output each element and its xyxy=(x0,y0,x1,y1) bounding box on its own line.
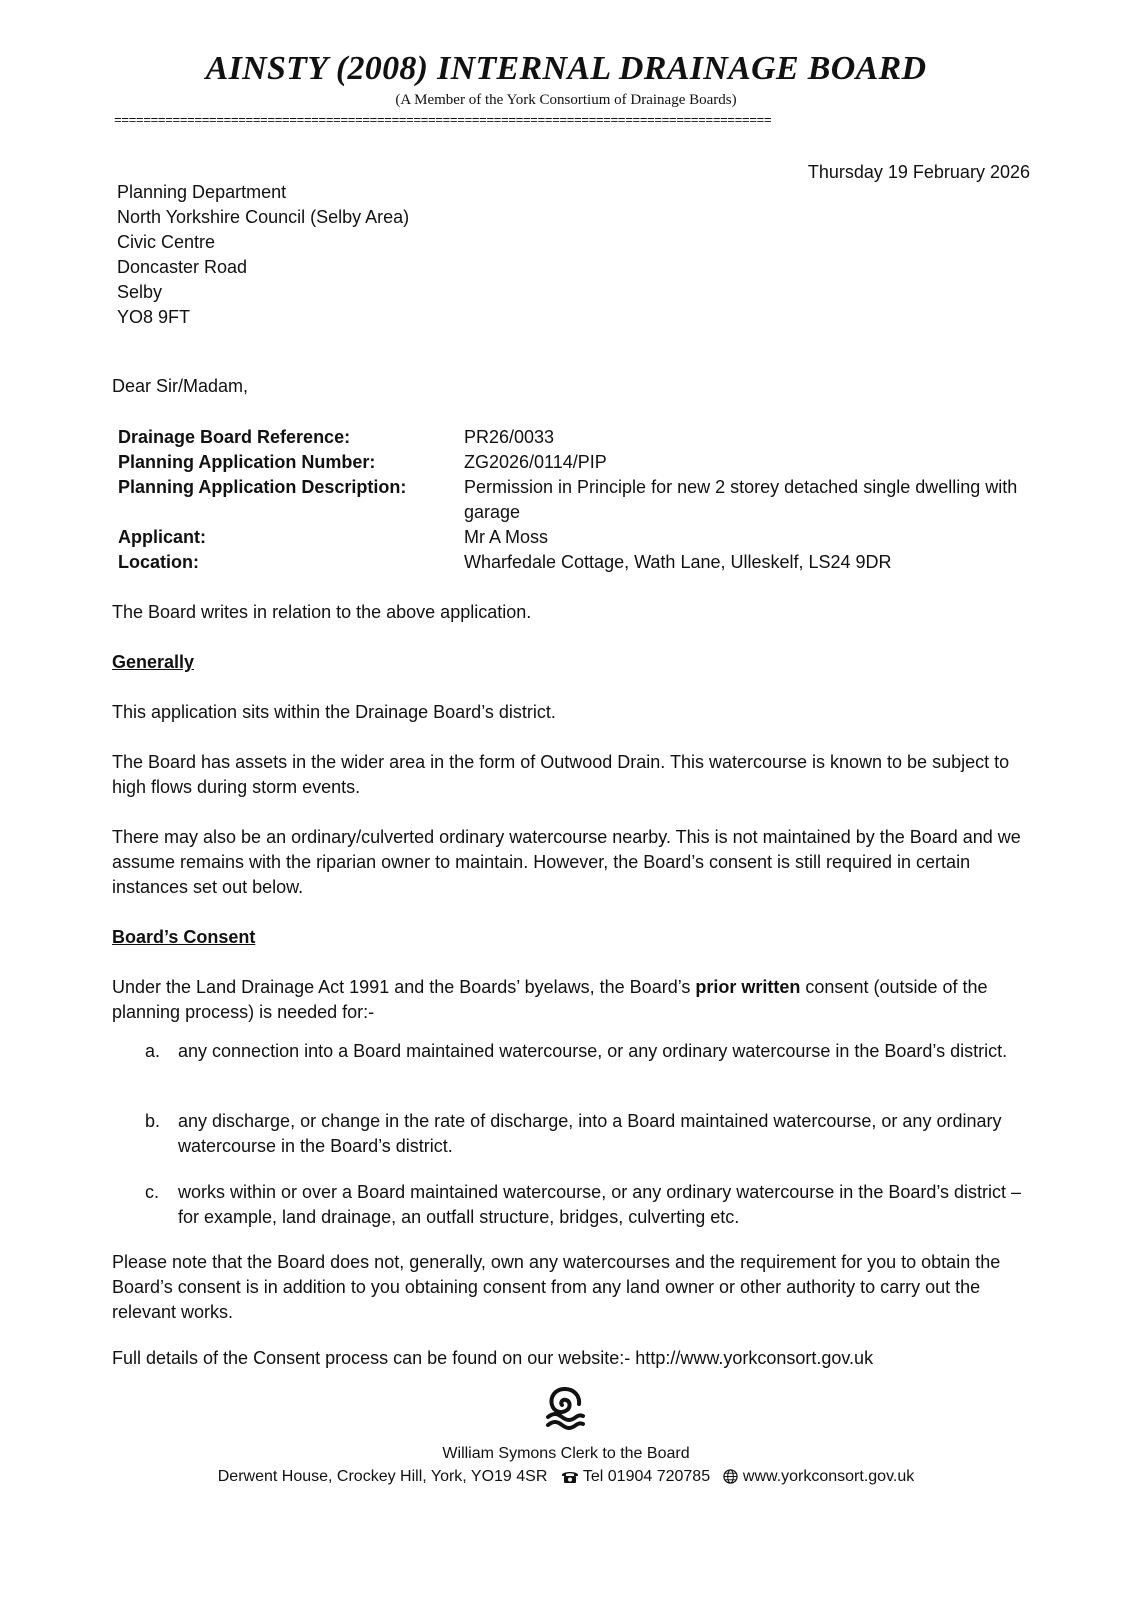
reference-label: Drainage Board Reference: xyxy=(118,427,351,447)
assets-paragraph: The Board has assets in the wider area in the form of Outwood Drain. This watercourse is known to be subject to high flows during storm events. xyxy=(112,752,1010,797)
list-marker: c. xyxy=(145,1182,160,1202)
board-subtitle: (A Member of the York Consortium of Drainage Boards) xyxy=(395,92,737,108)
board-title: AINSTY (2008) INTERNAL DRAINAGE BOARD xyxy=(205,50,927,87)
reference-row xyxy=(118,550,1038,575)
address-line: Civic Centre xyxy=(117,232,216,252)
reference-row xyxy=(118,425,1038,450)
watercourse-paragraph: There may also be an ordinary/culverted ordinary watercourse nearby. This is not maintained by the Board and we assume remains with the riparian owner to maintain. However, the Board’s consent is still required in certain instances set out below. xyxy=(112,827,1021,897)
board-logo-icon xyxy=(543,1385,587,1435)
consent-heading: Board’s Consent xyxy=(112,927,256,947)
reference-label: Planning Application Number: xyxy=(118,452,376,472)
footer-clerk: William Symons Clerk to the Board xyxy=(442,1445,690,1462)
address-line: Selby xyxy=(117,282,163,302)
consent-intro-text-end: consent (outside of the planning process) is needed for:- xyxy=(112,977,988,1022)
address-line: North Yorkshire Council (Selby Area) xyxy=(117,207,410,227)
footer-address: Derwent House, Crockey Hill, York, YO19 4SR xyxy=(217,1468,548,1485)
list-text: any discharge, or change in the rate of discharge, into a Board maintained watercourse, or any ordinary watercourse in the Board’s district. xyxy=(178,1111,1002,1156)
list-text: any connection into a Board maintained watercourse, or any ordinary watercourse in the Board’s district. xyxy=(178,1041,1008,1061)
salutation: Dear Sir/Madam, xyxy=(112,376,249,396)
address-line: YO8 9FT xyxy=(117,307,191,327)
footer-website: www.yorkconsort.gov.uk xyxy=(742,1468,915,1485)
reference-value: Mr A Moss xyxy=(464,527,549,547)
website-details-paragraph: Full details of the Consent process can be found on our website:- http://www.yorkconsort.gov.uk xyxy=(112,1348,874,1368)
recipient-address xyxy=(117,180,409,330)
generally-heading: Generally xyxy=(112,652,195,672)
reference-value: Wharfedale Cottage, Wath Lane, Ulleskelf, LS24 9DR xyxy=(464,552,892,572)
reference-label: Location: xyxy=(118,552,199,572)
list-text: works within or over a Board maintained watercourse, or any ordinary watercourse in the Board’s district – for example, land drainage, an outfall structure, bridges, culverting etc. xyxy=(178,1182,1022,1227)
reference-label: Applicant: xyxy=(118,527,206,547)
header-rule: ========================================================================================== xyxy=(114,114,772,128)
reference-value: Permission in Principle for new 2 storey detached single dwelling with garage xyxy=(464,477,1018,522)
ownership-note-paragraph: Please note that the Board does not, generally, own any watercourses and the requirement for you to obtain the Board’s consent is in addition to you obtaining consent from any land owner or other authority to carry out the relevant works. xyxy=(112,1252,1001,1322)
list-marker: b. xyxy=(145,1111,161,1131)
reference-row xyxy=(118,525,1038,550)
consent-intro-emphasis: prior written xyxy=(695,977,801,997)
address-line: Planning Department xyxy=(117,182,287,202)
list-marker: a. xyxy=(145,1041,161,1061)
address-line: Doncaster Road xyxy=(117,257,248,277)
reference-row xyxy=(118,475,1038,525)
district-paragraph: This application sits within the Drainage Board’s district. xyxy=(112,702,556,722)
reference-value: ZG2026/0114/PIP xyxy=(464,452,607,472)
consent-intro-paragraph xyxy=(112,975,1032,1025)
footer-phone: Tel 01904 720785 xyxy=(582,1468,711,1485)
consent-intro-text: Under the Land Drainage Act 1991 and the Boards’ byelaws, the Board’s xyxy=(112,977,696,997)
reference-table xyxy=(118,425,1038,575)
globe-icon xyxy=(723,1469,738,1484)
footer-contact xyxy=(0,1466,1132,1488)
reference-row xyxy=(118,450,1038,475)
intro-paragraph: The Board writes in relation to the above application. xyxy=(112,602,532,622)
phone-icon xyxy=(561,1470,579,1484)
reference-label: Planning Application Description: xyxy=(118,477,407,497)
letter-date: Thursday 19 February 2026 xyxy=(807,162,1030,182)
reference-value: PR26/0033 xyxy=(464,427,555,447)
